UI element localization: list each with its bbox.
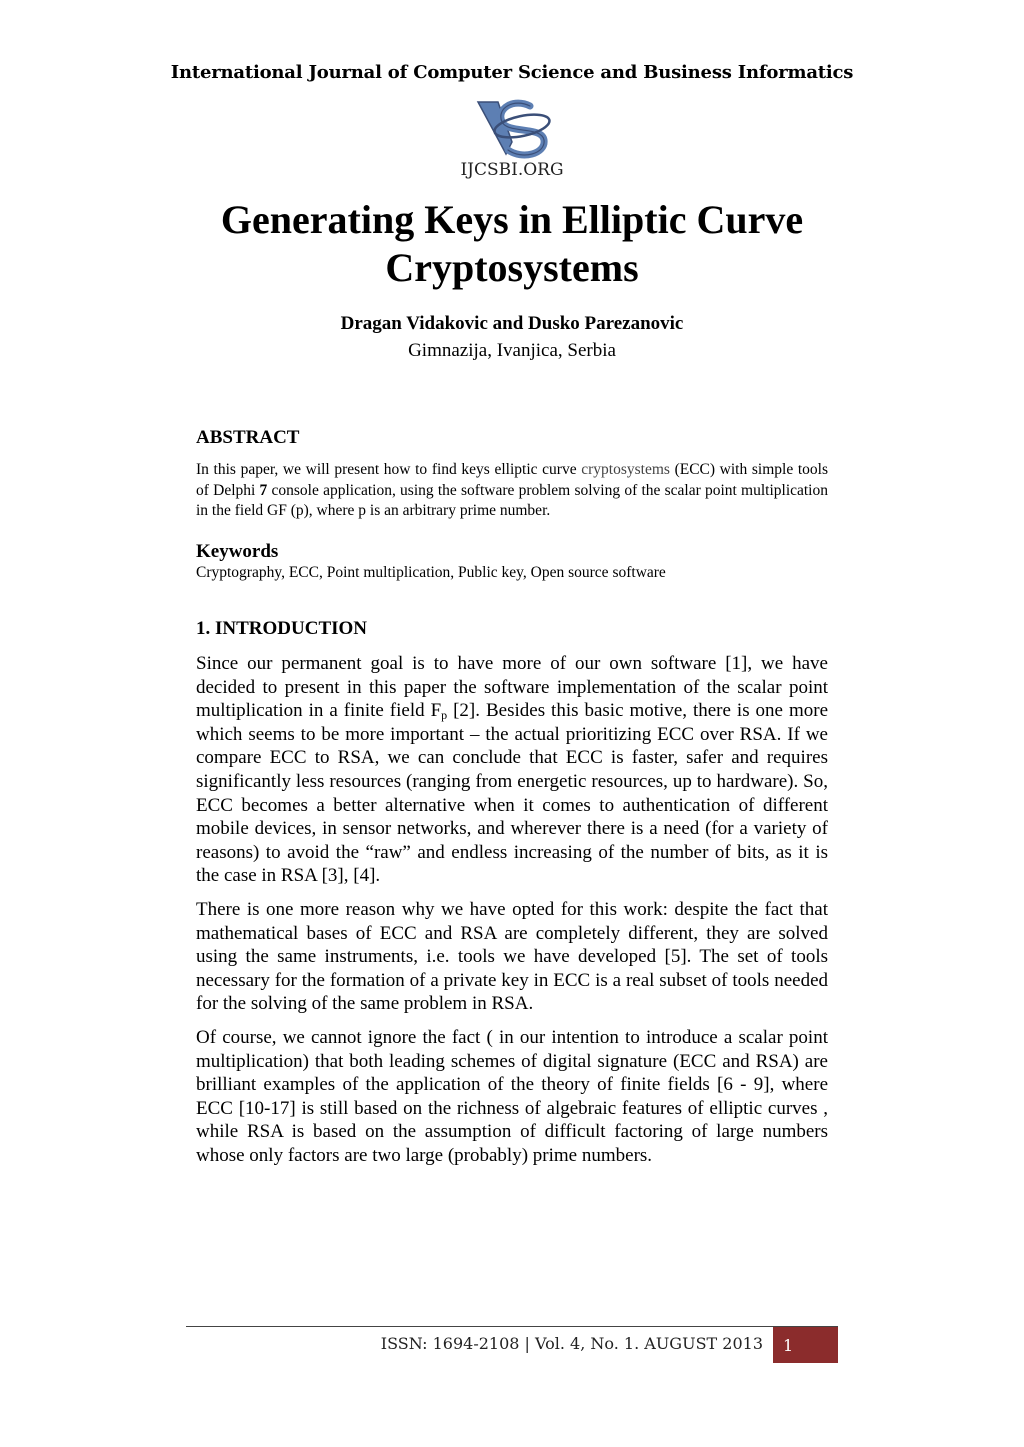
paper-affiliation: Gimnazija, Ivanjica, Serbia	[408, 340, 616, 361]
intro-paragraph-1-part-b: [2]. Besides this basic motive, there is one more which seems to be more important – the actual prioritizing ECC over RSA. If we compare ECC to RSA, we can conclude that ECC is faster, safer and requires significantly less resources (ranging from energetic resources, up to hardware). So, ECC becomes a better alternative when it comes to authentication of different mobile devices, in sensor networks, and wherever there is a need (for a variety of reasons) to avoid the “raw” and endless increasing of the number of bits, as it is the case in RSA [3], [4].	[196, 700, 828, 887]
abstract-highlight: cryptosystems	[581, 461, 670, 478]
introduction-heading: 1. INTRODUCTION	[196, 618, 368, 639]
intro-paragraph-2: There is one more reason why we have opted for this work: despite the fact that mathematical bases of ECC and RSA are completely different, they are solved using the same instruments, i.e. tools we have developed [5]. The set of tools necessary for the formation of a private key in ECC is a real subset of tools needed for the solving of the same problem in RSA.	[196, 898, 828, 1015]
page-number: 1	[783, 1336, 794, 1355]
keywords-heading: Keywords	[196, 541, 279, 562]
intro-paragraph-1-part-a: Since our permanent goal is to have more of our own software [1], we have decided to present in this paper the software implementation of the scalar point multiplication in a finite field F	[196, 653, 828, 722]
abstract-text-part-3: console application, using the software problem solving of the scalar point multiplication in the field GF (p), where p is an arbitrary prime number.	[196, 481, 828, 519]
logo-caption: IJCSBI.ORG	[460, 160, 564, 180]
paper-authors: Dragan Vidakovic and Dusko Parezanovic	[340, 313, 684, 334]
introduction-body	[196, 652, 828, 1177]
logo-mark	[478, 102, 551, 155]
paper-title: Generating Keys in Elliptic Curve Cryptosystems	[220, 197, 804, 290]
footer-rule	[186, 1326, 838, 1327]
abstract-bold-number: 7	[259, 481, 268, 499]
intro-paragraph-3: Of course, we cannot ignore the fact ( in our intention to introduce a scalar point multiplication) that both leading schemes of digital signature (ECC and RSA) are brilliant examples of the application of the theory of finite fields [6 - 9], where ECC [10-17] is still based on the richness of algebraic features of elliptic curves , while RSA is based on the assumption of difficult factoring of large numbers whose only factors are two large (probably) prime numbers.	[196, 1026, 828, 1166]
abstract-text	[196, 460, 828, 522]
intro-paragraph-1	[196, 652, 828, 888]
keywords-text: Cryptography, ECC, Point multiplication, Public key, Open source software	[196, 564, 666, 581]
abstract-text-part-2: (ECC) with simple tools of Delphi	[196, 461, 828, 499]
journal-header: International Journal of Computer Science and Business Informatics	[170, 62, 854, 83]
journal-logo	[472, 96, 554, 160]
field-subscript: p	[441, 708, 448, 723]
abstract-text-part-1: In this paper, we will present how to find keys elliptic curve	[196, 461, 582, 478]
abstract-heading: ABSTRACT	[196, 427, 300, 448]
footer-issn: ISSN: 1694-2108 | Vol. 4, No. 1. AUGUST 2013	[380, 1334, 763, 1353]
